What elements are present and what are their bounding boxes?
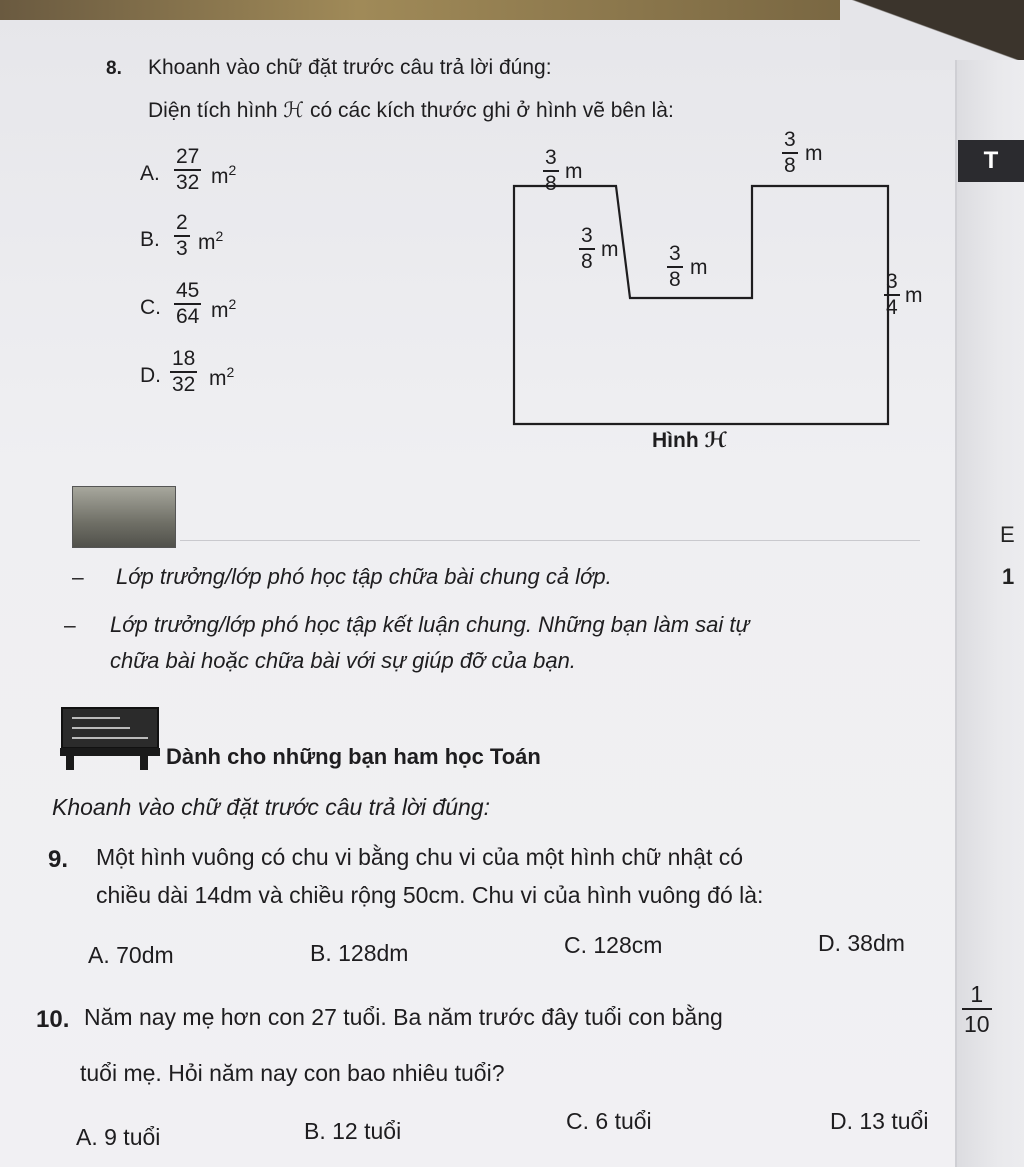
q9-line-2: chiều dài 14dm và chiều rộng 50cm. Chu vi của hình vuông đó là: (96, 882, 764, 908)
q10-number: 10. (36, 1006, 70, 1033)
classroom-photo-icon (72, 486, 176, 548)
review-line-2a: Lớp trưởng/lớp phó học tập kết luận chung. Những bạn làm sai tự (110, 612, 750, 637)
review-line-1: Lớp trưởng/lớp phó học tập chữa bài chung cả lớp. (116, 564, 612, 589)
bonus-heading: Dành cho những bạn ham học Toán (166, 744, 541, 769)
option-letter: B. (140, 228, 160, 251)
figure-h-outline (514, 186, 888, 424)
figure-label-height: $\frac{3}{4}$ (886, 270, 898, 319)
option-unit: $m^2$ (211, 296, 237, 322)
next-page-label: T (958, 140, 1024, 182)
figure-label-unit: m (805, 142, 823, 165)
option-fraction: $\frac{18}{32}$ (172, 347, 196, 396)
figure-label-top-left: $\frac{3}{8}$ (545, 146, 557, 195)
review-line-2b: chữa bài hoặc chữa bài với sự giúp đỡ của bạn. (110, 648, 576, 673)
q9-option-c[interactable]: C. 128cm (564, 932, 663, 958)
figure-label-unit: m (690, 256, 708, 279)
q10-option-d[interactable]: D. 13 tuổi (830, 1108, 929, 1134)
next-page-digit: 1 (1002, 564, 1015, 589)
option-letter: A. (140, 162, 160, 185)
option-unit: $m^2$ (198, 228, 224, 254)
q8-title: Khoanh vào chữ đặt trước câu trả lời đúng: (148, 56, 552, 79)
option-letter: C. (140, 296, 161, 319)
option-fraction: $\frac{27}{32}$ (176, 145, 200, 194)
option-unit: $m^2$ (211, 162, 237, 188)
option-fraction: $\frac{2}{3}$ (176, 211, 188, 260)
option-letter: D. (140, 364, 161, 387)
divider (180, 540, 920, 541)
q10-fraction: $\frac{1}{10}$ (964, 981, 990, 1037)
review-dash-2: – (64, 614, 76, 637)
q10-option-c[interactable]: C. 6 tuổi (566, 1108, 652, 1134)
figure-label-unit: m (601, 238, 619, 261)
q9-option-d[interactable]: D. 38dm (818, 930, 905, 956)
q10-option-b[interactable]: B. 12 tuổi (304, 1118, 402, 1144)
figure-label-top-right: $\frac{3}{8}$ (784, 128, 796, 177)
figure-label-unit: m (565, 160, 583, 183)
q10-option-a[interactable]: A. 9 tuổi (76, 1124, 161, 1150)
figure-label-notch-width: $\frac{3}{8}$ (669, 242, 681, 291)
q9-option-a[interactable]: A. 70dm (88, 942, 174, 968)
figure-caption: Hình ℋ (652, 429, 728, 452)
q8-number: 8. (106, 58, 122, 79)
q10-line-2: tuổi mẹ. Hỏi năm nay con bao nhiêu tuổi? (80, 1060, 505, 1086)
q10-line-1: Năm nay mẹ hơn con 27 tuổi. Ba năm trước đây tuổi con bằng (84, 1004, 723, 1030)
bonus-instruction: Khoanh vào chữ đặt trước câu trả lời đúng: (52, 794, 490, 820)
figure-label-notch-depth: $\frac{3}{8}$ (581, 224, 593, 273)
option-unit: $m^2$ (209, 364, 235, 390)
next-page-letter: E (1000, 522, 1015, 547)
q8-prompt: Diện tích hình ℋ có các kích thước ghi ở hình vẽ bên là: (148, 99, 674, 122)
review-dash-1: – (72, 566, 84, 589)
q9-line-1: Một hình vuông có chu vi bằng chu vi của một hình chữ nhật có (96, 844, 744, 870)
q9-option-b[interactable]: B. 128dm (310, 940, 409, 966)
option-fraction: $\frac{45}{64}$ (176, 279, 200, 328)
chalkboard-icon (60, 706, 160, 772)
figure-label-unit: m (905, 284, 923, 307)
q9-number: 9. (48, 846, 69, 873)
